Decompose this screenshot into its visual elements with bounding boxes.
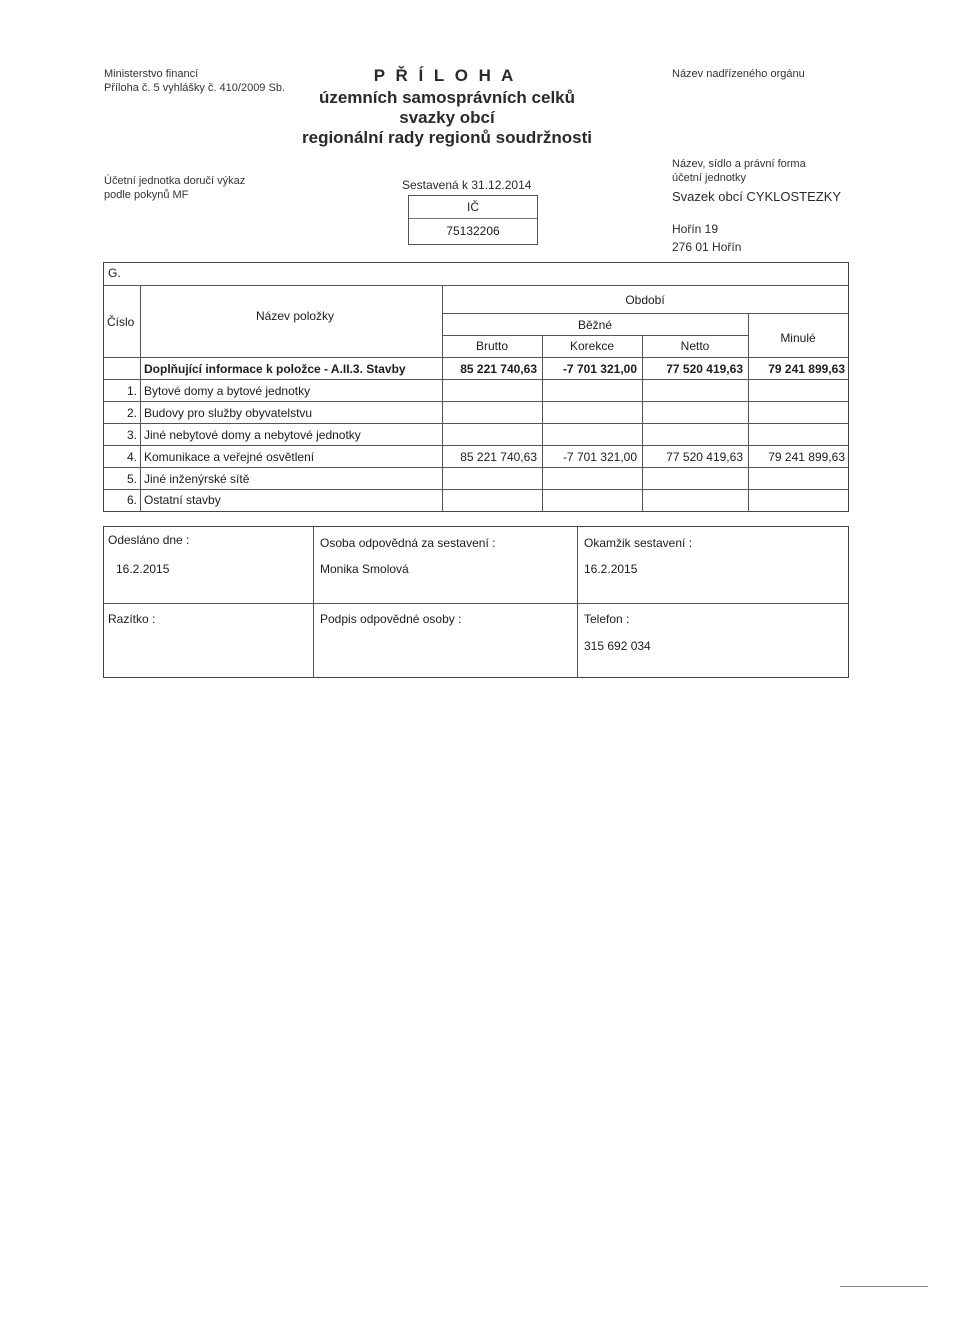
row-name: Jiné inženýrské sítě [144, 472, 250, 486]
row-name: Komunikace a veřejné osvětlení [144, 450, 315, 464]
row-number: 5. [126, 472, 137, 486]
row-gross: 85 221 740,63 [460, 450, 537, 464]
row-name: Ostatní stavby [144, 493, 221, 507]
sent-date-value: 16.2.2015 [116, 562, 170, 576]
row-number: 2. [126, 406, 137, 420]
signature-table [103, 526, 849, 678]
table-rule [140, 285, 141, 511]
table-rule [442, 335, 748, 336]
signature-label: Podpis odpovědné osoby : [320, 612, 462, 626]
col-header-previous: Minulé [780, 331, 816, 345]
col-header-gross: Brutto [475, 339, 508, 353]
delivery-note-line1: Účetní jednotka doručí výkaz [104, 175, 246, 187]
ic-divider [409, 218, 537, 219]
stamp-label: Razítko : [108, 612, 156, 626]
row-name: Bytové domy a bytové jednotky [144, 384, 311, 398]
summary-correction: -7 701 321,00 [562, 362, 637, 376]
table-rule [104, 423, 848, 424]
items-table [103, 262, 849, 512]
delivery-note-line2: podle pokynů MF [104, 189, 189, 201]
row-number: 3. [126, 428, 137, 442]
summary-net: 77 520 419,63 [666, 362, 743, 376]
address-line1: Hořín 19 [672, 222, 719, 236]
col-header-current: Běžné [577, 318, 613, 332]
table-rule [104, 357, 848, 358]
row-number: 4. [126, 450, 137, 464]
page-edge-mark [840, 1286, 928, 1287]
ic-value: 75132206 [446, 224, 500, 238]
summary-previous: 79 241 899,63 [768, 362, 845, 376]
compile-moment-value: 16.2.2015 [584, 562, 638, 576]
entity-label-line1: Název, sídlo a právní forma [672, 158, 806, 170]
table-rule [104, 603, 848, 604]
phone-label: Telefon : [584, 612, 630, 626]
responsible-person-label: Osoba odpovědná za sestavení : [320, 536, 496, 550]
col-header-net: Netto [680, 339, 710, 353]
sent-date-label: Odesláno dne : [108, 533, 190, 547]
document-subtitle-2: svazky obcí [399, 108, 495, 127]
row-name: Jiné nebytové domy a nebytové jednotky [144, 428, 361, 442]
document-subtitle-3: regionální rady regionů soudržnosti [302, 128, 592, 147]
row-net: 77 520 419,63 [666, 450, 743, 464]
table-rule [442, 313, 848, 314]
table-rule [104, 285, 848, 286]
compiled-date: Sestavená k 31.12.2014 [402, 178, 532, 192]
col-header-period: Období [625, 293, 665, 307]
attachment-reference: Příloha č. 5 vyhlášky č. 410/2009 Sb. [104, 82, 285, 94]
row-previous: 79 241 899,63 [768, 450, 845, 464]
responsible-person-value: Monika Smolová [320, 562, 409, 576]
row-number: 1. [126, 384, 137, 398]
summary-gross: 85 221 740,63 [460, 362, 537, 376]
entity-name: Svazek obcí CYKLOSTEZKY [672, 189, 842, 204]
document-title: P Ř Í L O H A [373, 66, 517, 85]
compile-moment-label: Okamžik sestavení : [584, 536, 693, 550]
row-number: 6. [126, 493, 137, 507]
row-correction: -7 701 321,00 [562, 450, 637, 464]
document-subtitle-1: územních samosprávních celků [318, 88, 576, 107]
col-header-number: Číslo [107, 315, 135, 329]
table-rule [104, 445, 848, 446]
col-header-item-name: Název položky [256, 309, 335, 323]
address-line2: 276 01 Hořín [672, 240, 742, 254]
superior-authority-label: Název nadřízeného orgánu [672, 68, 805, 80]
table-rule [313, 527, 314, 677]
section-letter: G. [108, 266, 121, 280]
col-header-correction: Korekce [569, 339, 615, 353]
row-name: Budovy pro služby obyvatelstvu [144, 406, 313, 420]
ic-box [408, 195, 538, 245]
table-rule [577, 527, 578, 677]
ministry-label: Ministerstvo financí [104, 68, 199, 80]
table-rule [104, 489, 848, 490]
table-rule [104, 467, 848, 468]
summary-label: Doplňující informace k položce - A.II.3. Stavby [144, 362, 406, 376]
table-rule [104, 379, 848, 380]
phone-value: 315 692 034 [584, 639, 651, 653]
entity-label-line2: účetní jednotky [672, 172, 746, 184]
table-rule [104, 401, 848, 402]
ic-label: IČ [467, 200, 479, 214]
